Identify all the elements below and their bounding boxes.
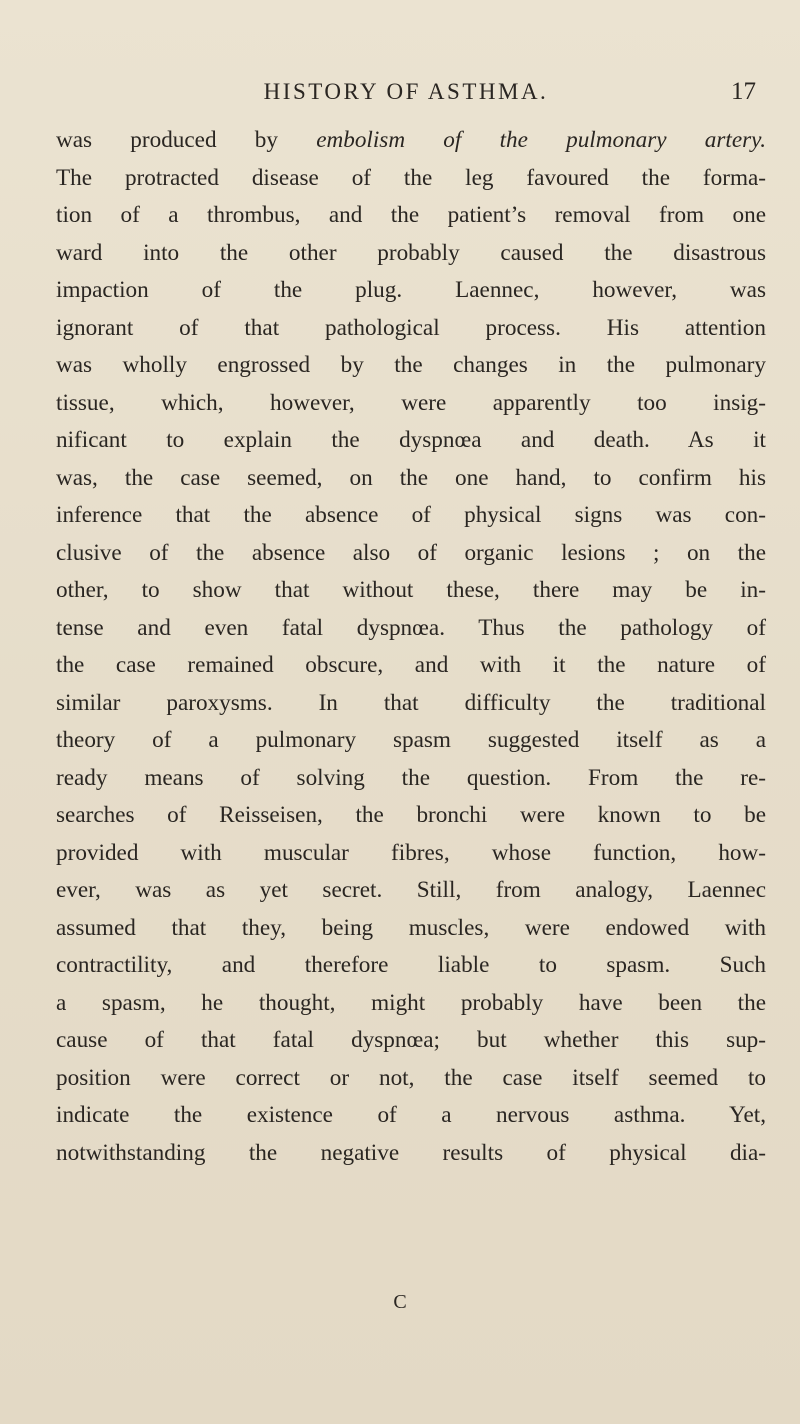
text-line: tense and even fatal dyspnœa. Thus the pathology of — [56, 614, 766, 641]
running-title: HISTORY OF ASTHMA. — [263, 79, 549, 104]
text-line: contractility, and therefore liable to spasm. Such — [56, 952, 766, 978]
text-line: ever, was as yet secret. Still, from analogy, Laennec — [56, 877, 766, 903]
text-line: the case remained obscure, and with it the nature of — [56, 652, 766, 678]
text-line: ready means of solving the question. From the re- — [56, 764, 766, 791]
text-line: other, to show that without these, there may be in- — [56, 577, 766, 603]
text-line: searches of Reisseisen, the bronchi were known to be — [56, 802, 766, 828]
text-line: assumed that they, being muscles, were endowed with — [56, 914, 766, 941]
body-text — [56, 122, 766, 1172]
text-line — [56, 122, 766, 160]
italic-phrase: embolism of the pulmonary artery. — [316, 127, 766, 153]
page-number: 17 — [731, 78, 756, 105]
text-line: was wholly engrossed by the changes in the pulmonary — [56, 352, 766, 378]
text-line: cause of that fatal dyspnœa; but whether this sup- — [56, 1027, 766, 1053]
text-line: ignorant of that pathological process. His attention — [56, 314, 766, 341]
text-line: tissue, which, however, were apparently too insig- — [56, 389, 766, 416]
text-line: provided with muscular fibres, whose function, how- — [56, 839, 766, 866]
text-line: impaction of the plug. Laennec, however, was — [56, 277, 766, 303]
text-line: theory of a pulmonary spasm suggested itself as a — [56, 727, 766, 753]
text-line: tion of a thrombus, and the patient’s removal from one — [56, 202, 766, 228]
text-line: similar paroxysms. In that difficulty the traditional — [56, 689, 766, 716]
text-run: was produced by — [56, 127, 317, 153]
text-line: position were correct or not, the case itself seemed to — [56, 1064, 766, 1091]
text-line: notwithstanding the negative results of physical dia- — [56, 1139, 766, 1166]
text-line: was, the case seemed, on the one hand, to confirm his — [56, 464, 766, 491]
text-line: inference that the absence of physical signs was con- — [56, 502, 766, 528]
text-line: The protracted disease of the leg favoured the forma- — [56, 164, 766, 191]
text-line: ward into the other probably caused the disastrous — [56, 239, 766, 266]
signature-mark: C — [393, 1291, 407, 1313]
running-head — [56, 74, 756, 110]
text-line: indicate the existence of a nervous asthma. Yet, — [56, 1102, 766, 1128]
text-line: nificant to explain the dyspnœa and death. As it — [56, 427, 766, 453]
text-line: clusive of the absence also of organic lesions ; on the — [56, 539, 766, 566]
text-line: a spasm, he thought, might probably have been the — [56, 989, 766, 1016]
